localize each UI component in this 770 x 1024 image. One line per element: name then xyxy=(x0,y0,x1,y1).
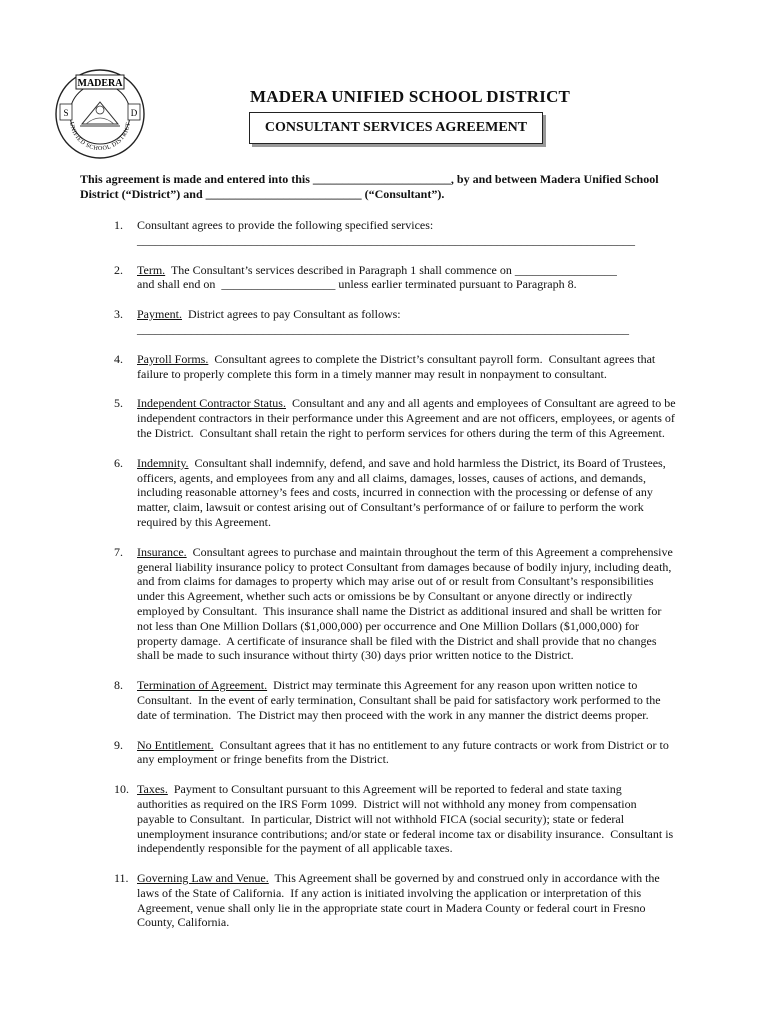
intro-paragraph xyxy=(80,172,720,202)
clause-line xyxy=(137,352,720,367)
intro-line: District (“District”) and __________________________ (“Consultant”). xyxy=(80,187,445,201)
clause-line xyxy=(137,871,720,886)
clause-line xyxy=(137,738,720,753)
clause-line xyxy=(137,545,720,560)
page-title: MADERA UNIFIED SCHOOL DISTRICT xyxy=(250,87,571,106)
clause-heading: No Entitlement. xyxy=(137,737,214,752)
clause-number: 4. xyxy=(114,351,123,366)
clause-text: Payment to Consultant pursuant to this Agreement will be reported to federal and state taxing xyxy=(167,782,622,797)
clause-line: required by this Agreement. xyxy=(137,514,271,529)
clause-line: officers, agents, and employees from any and all claims, damages, losses, causes of actions, and demands, xyxy=(137,470,646,485)
clause-line xyxy=(137,396,720,411)
clause-line: __________________________________________________________________________________ xyxy=(137,321,629,336)
clause-heading: Independent Contractor Status. xyxy=(137,396,286,411)
clause-item xyxy=(80,352,720,382)
clause-line: under this Agreement, whether such acts or omissions be by Consultant or anyone directly or indirectly xyxy=(137,589,633,604)
clause-item xyxy=(80,871,720,930)
clause-line: failure to properly complete this form in a timely manner may result in nonpayment to consultant. xyxy=(137,366,607,381)
clause-item xyxy=(80,456,720,530)
clause-item xyxy=(80,678,720,722)
clause-line xyxy=(137,782,720,797)
clause-line: and from claims for damages to property which may arise out of or result from Consultant’s responsibilities xyxy=(137,574,654,589)
clause-line: County, California. xyxy=(137,915,230,930)
clause-line: general liability insurance policy to protect Consultant from damages because of bodily injury, including death, xyxy=(137,559,672,574)
svg-text:MADERA: MADERA xyxy=(77,78,123,89)
clause-number: 7. xyxy=(114,544,123,559)
clause-heading: Payment. xyxy=(137,307,182,322)
clause-line: matter, claim, lawsuit or contest arising out of Consultant’s performance of or failure to perform the work xyxy=(137,500,644,515)
clause-text: This Agreement shall be governed by and construed only in accordance with the xyxy=(268,871,660,886)
clause-text: Consultant agrees to purchase and maintain throughout the term of this Agreement a comprehensive xyxy=(186,544,673,559)
svg-text:S: S xyxy=(63,108,69,118)
clause-number: 2. xyxy=(114,262,123,277)
clause-line: laws of the State of California. If any action is initiated involving the application or interpretation of this xyxy=(137,885,642,900)
clause-text: District may terminate this Agreement for any reason upon written notice to xyxy=(267,678,638,693)
clause-line: independent contractors in their performance under this Agreement and are not officers, employees, or agents of xyxy=(137,411,675,426)
clause-line: employed by Consultant. This insurance shall name the District as additional insured and shall be written for xyxy=(137,603,662,618)
clause-line xyxy=(137,678,720,693)
clause-line: Consultant agrees to provide the following specified services: xyxy=(137,218,434,232)
svg-text:D: D xyxy=(130,108,138,118)
clause-number: 1. xyxy=(114,218,123,232)
clause-line: date of termination. The District may then proceed with the work in any manner the district deems proper. xyxy=(137,707,649,722)
clause-item xyxy=(80,218,720,248)
clause-heading: Term. xyxy=(137,262,166,277)
clause-text: Consultant shall indemnify, defend, and save and hold harmless the District, its Board of Trustees, xyxy=(188,455,666,470)
clause-line: the District. Consultant shall retain the right to perform services for others during the term of this Agreement. xyxy=(137,425,665,440)
clause-number: 9. xyxy=(114,737,123,752)
clause-text: Consultant agrees that it has no entitlement to any future contracts or work from District or to xyxy=(213,737,669,752)
intro-line: This agreement is made and entered into this _______________________, by and between Madera Unified School xyxy=(80,172,659,186)
clause-item xyxy=(80,782,720,856)
clause-line: ___________________________________________________________________________________ xyxy=(137,232,635,247)
clause-line: authorities as required on the IRS Form 1099. District will not withhold any money from compensation xyxy=(137,796,637,811)
clause-number: 3. xyxy=(114,307,123,322)
clause-line: and shall end on ___________________ unless earlier terminated pursuant to Paragraph 8. xyxy=(137,277,577,292)
clause-number: 6. xyxy=(114,455,123,470)
clause-line: Consultant. In the event of early termination, Consultant shall be paid for satisfactory work performed to the xyxy=(137,692,661,707)
clause-line xyxy=(137,307,720,322)
clause-heading: Termination of Agreement. xyxy=(137,678,268,693)
clause-item xyxy=(80,545,720,663)
clause-number: 5. xyxy=(114,396,123,411)
clause-item xyxy=(80,307,720,337)
svg-text:UNIFIED SCHOOL DISTRICT: UNIFIED SCHOOL DISTRICT xyxy=(68,121,132,153)
district-seal-logo xyxy=(54,68,146,160)
agreement-title: CONSULTANT SERVICES AGREEMENT xyxy=(264,120,528,135)
clause-text: Consultant and any and all agents and employees of Consultant are agreed to be xyxy=(285,396,676,411)
clause-text: Consultant agrees to complete the District’s consultant payroll form. Consultant agrees that xyxy=(208,351,656,366)
clause-item xyxy=(80,263,720,293)
clause-line: including reasonable attorney’s fees and costs, incurred in connection with the processing or defense of any xyxy=(137,485,653,500)
clause-heading: Payroll Forms. xyxy=(137,351,209,366)
clause-line: Agreement, venue shall only lie in the appropriate state court in Madera County or federal court in Fresno xyxy=(137,900,646,915)
clause-line: unemployment insurance contributions; and/or state or federal income tax or disability insurance. Consultant is xyxy=(137,826,674,841)
clause-item xyxy=(80,738,720,768)
agreement-title-box xyxy=(249,112,543,144)
clause-number: 11. xyxy=(114,871,129,886)
clause-heading: Taxes. xyxy=(137,782,168,797)
clause-line: independently responsible for the payment of all applicable taxes. xyxy=(137,841,453,856)
clause-line xyxy=(137,263,720,278)
clause-line: any employment or fringe benefits from the District. xyxy=(137,752,389,767)
clause-number: 10. xyxy=(114,782,129,797)
clause-text: District agrees to pay Consultant as follows: xyxy=(182,307,401,322)
clause-line: payable to Consultant. In particular, District will not withhold FICA (social security); state or federal xyxy=(137,811,625,826)
clause-heading: Governing Law and Venue. xyxy=(137,871,269,886)
clause-line: shall be made to such insurance without thirty (30) days prior written notice to the District. xyxy=(137,648,574,663)
clause-heading: Insurance. xyxy=(137,544,187,559)
clause-line: property damage. A certificate of insurance shall be filed with the District and shall provide that no changes xyxy=(137,633,657,648)
clause-number: 8. xyxy=(114,678,123,693)
clause-list xyxy=(80,218,720,945)
clause-line xyxy=(137,456,720,471)
clause-line: not less than One Million Dollars ($1,000,000) per occurrence and One Million Dollars ($1,000,000) for xyxy=(137,618,639,633)
clause-text: The Consultant’s services described in Paragraph 1 shall commence on _________________ xyxy=(165,262,617,277)
clause-heading: Indemnity. xyxy=(137,455,189,470)
clause-item xyxy=(80,396,720,440)
